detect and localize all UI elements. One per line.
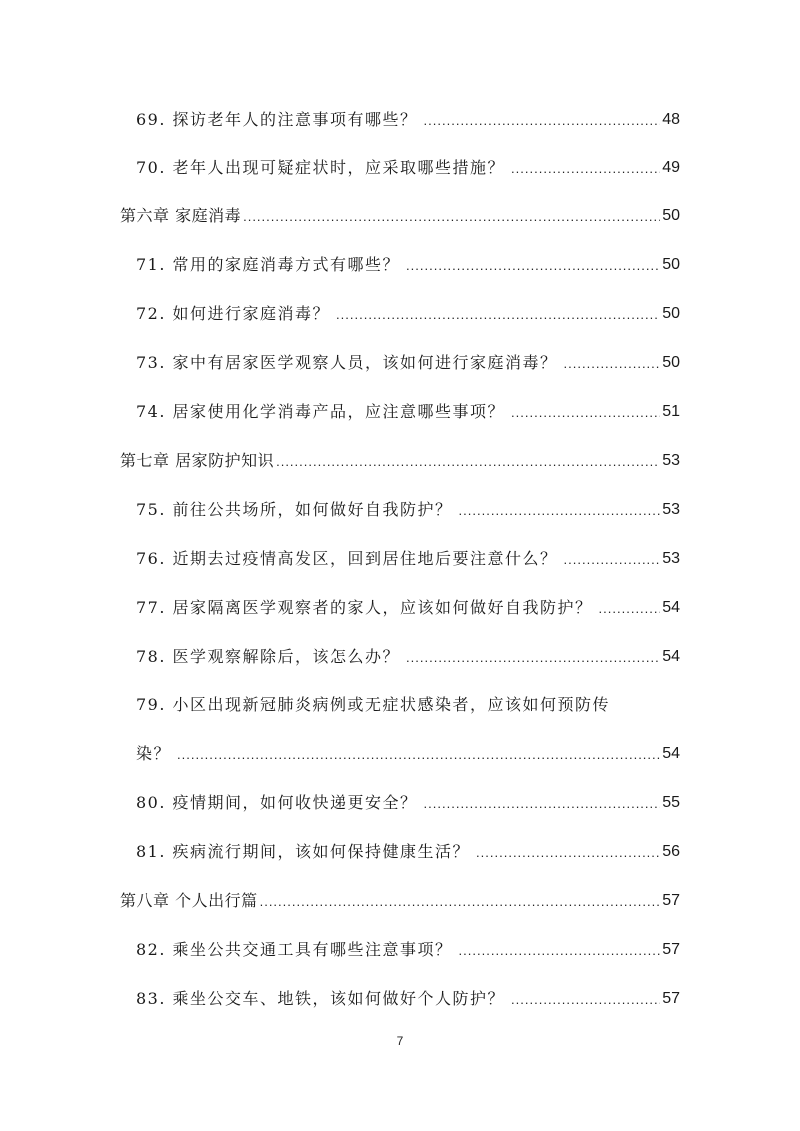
dot-leader	[424, 794, 661, 814]
toc-entry-title: 74. 居家使用化学消毒产品，应注意哪些事项？	[136, 402, 506, 421]
toc-chapter-6[interactable]	[120, 197, 680, 227]
dot-leader	[511, 403, 660, 423]
toc-entry-page: 54	[662, 648, 680, 665]
dot-leader	[336, 305, 660, 325]
toc-entry-page: 50	[662, 354, 680, 371]
toc-chapter-8[interactable]	[120, 882, 680, 912]
dot-leader	[599, 599, 661, 619]
toc-chapter-title: 第七章 居家防护知识	[120, 451, 275, 470]
toc-chapter-7[interactable]	[120, 442, 680, 472]
toc-entry-page: 50	[662, 207, 680, 224]
dot-leader	[511, 159, 660, 179]
toc-entry-title: 78. 医学观察解除后，该怎么办？	[136, 647, 401, 666]
toc-entry-79-line-1[interactable]	[136, 686, 680, 716]
toc-entry-77[interactable]	[136, 589, 680, 619]
page-number: 7	[396, 1034, 404, 1048]
toc-chapter-title: 第八章 个人出行篇	[120, 891, 258, 910]
toc-entry-page: 57	[662, 941, 680, 958]
toc-entry-title: 73. 家中有居家医学观察人员，该如何进行家庭消毒？	[136, 353, 558, 372]
toc-entry-title: 72. 如何进行家庭消毒？	[136, 304, 331, 323]
toc-entry-title: 83. 乘坐公交车、地铁，该如何做好个人防护？	[136, 989, 506, 1008]
toc-entry-page: 54	[662, 599, 680, 616]
dot-leader	[459, 501, 661, 521]
dot-leader	[243, 207, 660, 227]
toc-entry-title: 79. 小区出现新冠肺炎病例或无症状感染者，应该如何预防传	[136, 695, 611, 714]
toc-entry-82[interactable]	[136, 931, 680, 961]
toc-entry-72[interactable]	[136, 295, 680, 325]
toc-chapter-title: 第六章 家庭消毒	[120, 206, 242, 225]
dot-leader	[459, 941, 661, 961]
toc-entry-title-continuation: 染？	[136, 744, 172, 763]
toc-entry-title: 70. 老年人出现可疑症状时，应采取哪些措施？	[136, 158, 506, 177]
dot-leader	[424, 111, 661, 131]
toc-entry-title: 75. 前往公共场所，如何做好自我防护？	[136, 500, 453, 519]
toc-entry-page: 55	[662, 794, 680, 811]
toc-entry-page: 50	[662, 256, 680, 273]
toc-entry-page: 53	[662, 550, 680, 567]
toc-entry-page: 51	[662, 403, 680, 420]
toc-entry-81[interactable]	[136, 833, 680, 863]
toc-entry-page: 53	[662, 452, 680, 469]
dot-leader	[406, 648, 660, 668]
toc-entry-page: 50	[662, 305, 680, 322]
dot-leader	[406, 256, 660, 276]
toc-entry-page: 57	[662, 892, 680, 909]
toc-entry-83[interactable]	[136, 980, 680, 1010]
dot-leader	[511, 990, 660, 1010]
toc-entry-80[interactable]	[136, 784, 680, 814]
toc-entry-title: 77. 居家隔离医学观察者的家人，应该如何做好自我防护？	[136, 598, 593, 617]
toc-entry-title: 71. 常用的家庭消毒方式有哪些？	[136, 255, 401, 274]
toc-entry-title: 76. 近期去过疫情高发区，回到居住地后要注意什么？	[136, 549, 558, 568]
toc-entry-page: 48	[662, 111, 680, 128]
toc-entry-page: 57	[662, 990, 680, 1007]
dot-leader	[564, 354, 661, 374]
toc-entry-page: 53	[662, 501, 680, 518]
dot-leader	[476, 843, 660, 863]
dot-leader	[260, 892, 661, 912]
toc-entry-page: 56	[662, 843, 680, 860]
toc-entry-title: 82. 乘坐公共交通工具有哪些注意事项？	[136, 940, 453, 959]
toc-entry-79-line-2[interactable]	[136, 735, 680, 765]
toc-entry-73[interactable]	[136, 344, 680, 374]
toc-entry-71[interactable]	[136, 246, 680, 276]
dot-leader	[276, 452, 660, 472]
toc-entry-page: 54	[662, 745, 680, 762]
toc-entry-69[interactable]	[136, 101, 680, 131]
toc-entry-75[interactable]	[136, 491, 680, 521]
toc-entry-page: 49	[662, 159, 680, 176]
toc-entry-78[interactable]	[136, 638, 680, 668]
toc-entry-70[interactable]	[136, 149, 680, 179]
dot-leader	[177, 745, 660, 765]
toc-entry-title: 80. 疫情期间，如何收快递更安全？	[136, 793, 418, 812]
toc-entry-74[interactable]	[136, 393, 680, 423]
toc-entry-title: 81. 疾病流行期间，该如何保持健康生活？	[136, 842, 471, 861]
toc-entry-76[interactable]	[136, 540, 680, 570]
dot-leader	[564, 550, 661, 570]
toc-entry-title: 69. 探访老年人的注意事项有哪些？	[136, 110, 418, 129]
